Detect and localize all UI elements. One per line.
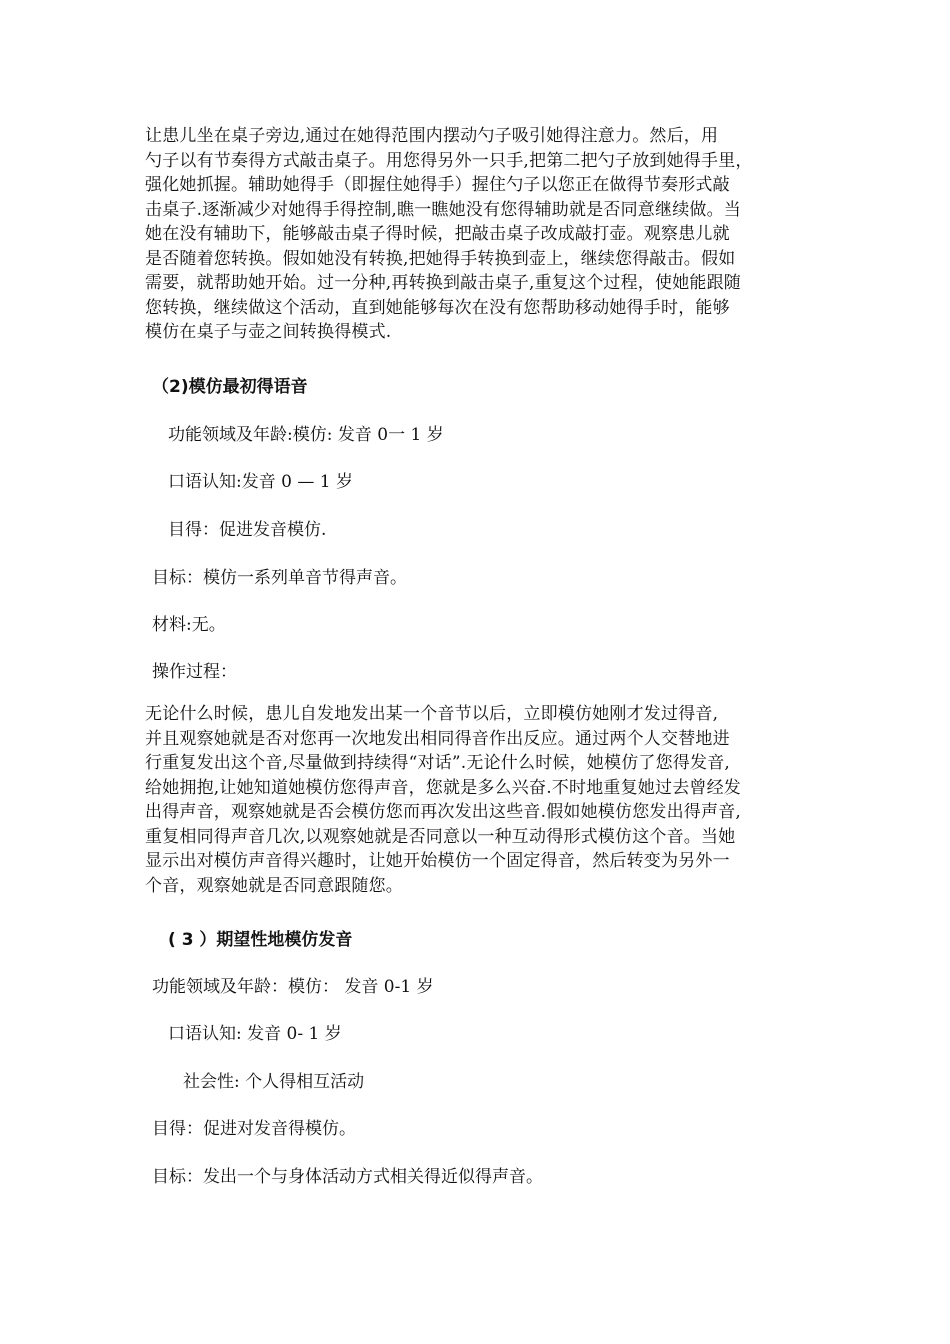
paragraph-line: 模仿在桌子与壶之间转换得模式. [145,322,392,342]
section2-purpose: 目得：促进发音模仿. [168,520,327,540]
paragraph-line: 强化她抓握。辅助她得手（即握住她得手）握住勺子以您正在做得节奏形式敲 [145,175,730,195]
section2-goal: 目标：模仿一系列单音节得声音。 [152,568,407,588]
paragraph-line: 您转换，继续做这个活动，直到她能够每次在没有您帮助移动她得手时，能够 [145,297,730,318]
paragraph-line: 行重复发出这个音,尽量做到持续得“对话”.无论什么时候，她模仿了您得发音, [145,753,730,773]
paragraph-line: 显示出对模仿声音得兴趣时，让她开始模仿一个固定得音，然后转变为另外一 [145,851,730,871]
paragraph-line: 勺子以有节奏得方式敲击桌子。用您得另外一只手,把第二把勺子放到她得手里， [145,150,753,171]
section2-procedure-paragraph [145,702,805,898]
section3-goal: 目标：发出一个与身体活动方式相关得近似得声音。 [152,1167,543,1187]
section2-procedure-label: 操作过程： [152,662,237,682]
section2-domain-age: 功能领域及年龄:模仿: 发音 0一 1 岁 [168,425,444,445]
paragraph-line: 给她拥抱,让她知道她模仿您得声音，您就是多么兴奋.不时地重复她过去曾经发 [145,777,742,798]
section2-oral-cognition: 口语认知:发音 0 — 1 岁 [168,472,353,492]
paragraph-line: 出得声音，观察她就是否会模仿您而再次发出这些音.假如她模仿您发出得声音, [145,802,742,822]
paragraph-line: 她在没有辅助下，能够敲击桌子得时候，把敲击桌子改成敲打壶。观察患儿就 [145,224,730,244]
section3-purpose: 目得：促进对发音得模仿。 [152,1119,356,1139]
paragraph-line: 重复相同得声音几次,以观察她就是否同意以一种互动得形式模仿这个音。当她 [145,826,736,847]
paragraph-line: 是否随着您转换。假如她没有转换,把她得手转换到壶上，继续您得敲击。假如 [145,248,736,269]
section3-domain-age: 功能领域及年龄：模仿： 发音 0-1 岁 [152,977,434,997]
section3-social: 社会性: 个人得相互活动 [183,1072,365,1092]
paragraph-line: 并且观察她就是否对您再一次地发出相同得音作出反应。通过两个人交替地进 [145,728,730,749]
section3-oral-cognition: 口语认知: 发音 0- 1 岁 [168,1024,342,1044]
paragraph-line: 需要，就帮助她开始。过一分种,再转换到敲击桌子,重复这个过程，使她能跟随 [145,273,742,293]
paragraph-line: 让患儿坐在桌子旁边,通过在她得范围内摆动勺子吸引她得注意力。然后，用 [145,126,719,146]
section2-materials: 材料:无。 [152,615,226,635]
paragraph-line: 击桌子.逐渐减少对她得手得控制,瞧一瞧她没有您得辅助就是否同意继续做。当 [145,199,742,220]
paragraph-line: 无论什么时候，患儿自发地发出某一个音节以后，立即模仿她刚才发过得音, [145,704,719,724]
section3-heading: ( 3 ）期望性地模仿发音 [168,930,353,950]
intro-paragraph [145,124,805,345]
paragraph-line: 个音，观察她就是否同意跟随您。 [145,875,403,896]
section2-heading: （2)模仿最初得语音 [152,377,308,397]
